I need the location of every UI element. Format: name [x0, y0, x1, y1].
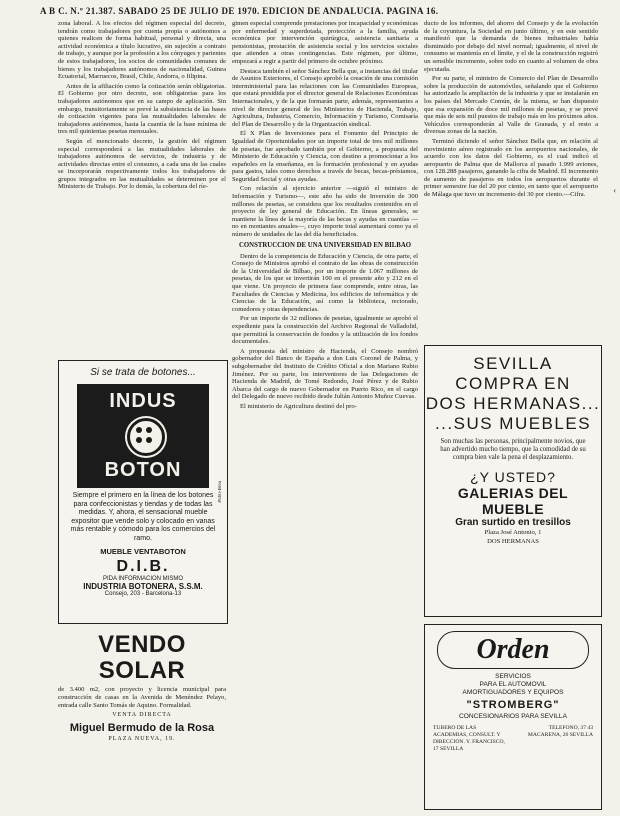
solar-address: PLAZA NUEVA, 19.: [108, 736, 176, 743]
column-1: [58, 20, 226, 352]
solar-body: de 3.400 m2, con proyecto y licencia municipal para construcción de casas en la Avenida de Menéndez Pelayo, entrada calle Santo Tomás de Aquino. Formalidad.: [58, 686, 226, 709]
brand-boton: BOTON: [104, 459, 182, 481]
solar-contact-name: Miguel Bermudo de la Rosa: [69, 722, 215, 735]
ad-headline-line: ...SUS MUEBLES: [434, 414, 592, 433]
ad-company: INDUSTRIA BOTONERA, S.S.M.: [83, 581, 203, 591]
article-paragraph: ducto de los informes, del ahorro del Consejo y de la evolución de la coyuntura, la Sociedad en junio último, y en este sentido manifestó que la demanda de bienes industriales había disminuido por debajo del nivel normal; igualmente, el nivel de consumo se mantenía en el límite, y el de la construcción registró un sensible incremento, sobre todo en cuanto al volumen de obra ejecutada.: [424, 20, 598, 73]
article-paragraph: Destaca también el señor Sánchez Bella que, a instancias del titular de Asuntos Exteriores, el Consejo aprobó la creación de una comisión interministerial para las relaciones con las Comunidades Europeas, que estará presidida por el director general de Relaciones Económicas Internacionales, y de la que formarán parte, además, representantes a nivel de director general de los Ministerios de Hacienda, Trabajo, Agricultura, Industria, Comercio, Información y Turismo, Comisaría del Plan de Desarrollo y de la Organización sindical.: [232, 67, 418, 128]
article-paragraph: Terminó diciendo el señor Sánchez Bella que, en relación al movimiento aéreo registrado en los aeropuertos nacionales, de acuerdo con los datos del Gobierno, es el cual indicó el aeropuerto de Palma que de Mallorca el pasado 1.999 aviones, con 128.288 pasajeros, ganando la cifra de Madrid. El incremento de aumento de pasajeros en todos los aeropuertos durante el primer semestre fue del 20 por ciento, en tanto que el aeropuerto de Málaga que tuvo un incremento del 30 por ciento.—Cifra.: [424, 137, 598, 199]
ad-credit: Publi-Brea: [218, 481, 223, 503]
ad-line: SERVICIOS: [495, 673, 531, 680]
edge-mark: ‹: [613, 186, 616, 195]
column-3: [424, 20, 598, 338]
article-paragraph: zona laboral. A los efectos del régimen especial del decreto, tendrán como trabajadores por cuenta propia o autónomos a quienes realicen de forma habitual, personal y directa, una actividad económica a título lucrativo, sin sujeción a contrato de trabajo, y aunque por la profesión a los cónyuges y parientes de estos trabajadores, los socios de comunidades comunes de bienes y los trabajadores autónomos de nacionalidad, Guinea Ecuatorial, Marruecos, Brasil, Chile, Andorra, o filipina.: [58, 20, 226, 81]
ad-headline-line: COMPRA EN: [455, 374, 571, 393]
ad-line: PARA EL AUTOMOVIL: [479, 681, 547, 688]
footer-right: TELEFONO, 37 43 MACARENA, 26 SEVILLA: [527, 725, 593, 738]
ad-intro: Si se trata de botones...: [90, 367, 196, 378]
article-paragraph: Según el mencionado decreto, la gestión del régimen especial corresponderá a las mutualidades laborales de trabajadores autónomos de servicios, de industria y de actividades directas entre el consumo, a cada una de las cuales se incorporarán respectivamente todos los trabajadores de grupos integrados en las mutualidades se determinen por el Ministerio de Trabajo. Por lo demás, la cobertura del ríe-: [58, 137, 226, 191]
dib-logo: D.I.B.: [116, 557, 170, 575]
ad-line: CONCESIONARIOS PARA SEVILLA: [459, 713, 567, 720]
ad-headline-line: DOS HERMANAS...: [425, 394, 601, 413]
ad-address: Consejo, 203 - Barcelona-13: [104, 590, 182, 597]
orden-logo: Orden: [437, 631, 589, 669]
solar-title: VENDO SOLAR: [98, 632, 186, 684]
footer-left: TUBERO DE LAS ACADEMIAS, CONSULT. Y DIRECCION. Y. FRANCISCO, 17 SEVILLA: [433, 725, 505, 752]
article-paragraph: gimen especial comprende prestaciones por incapacidad y económicas por enfermedad y superdotada, protección a la familia, ayuda económica por intervención quirúrgica, asistencia sanitaria a pensionistas, prestación de asistencia social y los servicios sociales que atienden a otras contingencias. Este régimen, por último, empezará a regir a partir del primero de octubre próximo.: [232, 20, 418, 65]
column-2: [232, 20, 418, 810]
orden-ad: [424, 624, 602, 810]
store-name: GALERIAS DEL MUEBLE: [457, 484, 569, 517]
page-header: A B C. N.º 21.387. SABADO 25 DE JULIO DE 1970. EDICION DE ANDALUCIA. PAGINA 16.: [40, 6, 439, 16]
article-paragraph: A propuesta del ministro de Hacienda, el Consejo nombró gobernador del Banco de España a don Luis Coronel de Palma, y subgobernador del Instituto de Crédito Oficial a don Mariano Rubio Jiménez. Por su parte, los interventores de las Delegaciones de Hacienda de Madrid, de Tomé Redondo, José Pérez y de Rubio Abarca del cargo de nuevo Gobernador en Puerto Rico, en el cargo del Delegado de nuevo recibido desde Julián Antonio Muñoz Cuevas.: [232, 347, 418, 401]
brand-indus: INDUS: [109, 390, 177, 412]
ad-body: Son muchas las personas, principalmente novios, que han advertido mucho tiempo, que la comodidad de su compra bien vale la pena el desplazamiento.: [440, 438, 586, 462]
ad-offer: Gran surtido en tresillos: [455, 516, 571, 528]
article-paragraph: El X Plan de Inversiones para el Fomento del Principio de Igualdad de Oportunidades por un importe total de tres mil millones de pesetas, fue aprobado también por el Gobierno, a propuesta del Ministerio de Educación y Ciencia, con destino a promocionar a los españoles en la enseñanza, en la formación profesional y en ayudas para gastos, tales como derechos a través de becas, becas-préstamos, Seguridad Social y otras ayudas.: [232, 130, 418, 183]
ad-body: Siempre el primero en la línea de los botones para confeccionistas y tiendas y de todas las medidas. Y, ahora, el sensacional mueble expositor que vende solo y colocado en vanas más rentable y cómodo para los comercios del ramo.: [70, 492, 216, 542]
brand-stromberg: "STROMBERG": [466, 699, 560, 711]
indus-boton-ad: [58, 360, 228, 624]
article-paragraph: Por un importe de 32 millones de pesetas, igualmente se aprobó el expediente para la construcción del Archivo Regional de Valladolid, que permitirá la conservación de fondos y la utilización de los fondos documentales.: [232, 315, 418, 346]
article-paragraph: Antes de la afiliación como la cotización serán obligatorias. El Gobierno por otro decreto, son obligatorias para los trabajadores autónomos que en su campo de aplicación. Sin embargo, transitoriamente se prevé la subsistencia de las bases de cotización vigentes para las mutualidades laborales de trabajadores autónomos, hasta la cuantía de la base mínima de tres mil quinientas pesetas mensuales.: [58, 82, 226, 136]
ad-headline-line: SEVILLA: [473, 354, 553, 373]
store-location: DOS HERMANAS: [487, 537, 539, 545]
article-paragraph: El ministerio de Agricultura destinó del pro-: [240, 402, 357, 410]
vendo-solar-ad: [58, 632, 226, 808]
section-title: CONSTRUCCION DE UNA UNIVERSIDAD EN BILBAO: [238, 241, 412, 249]
sevilla-muebles-ad: [424, 345, 602, 617]
ad-small-text: PIDA INFORMACION MISMO: [102, 575, 183, 582]
solar-sub: VENTA DIRECTA: [112, 712, 172, 719]
button-icon: [127, 418, 165, 456]
ad-line: AMORTIGUADORES Y EQUIPOS: [462, 689, 564, 696]
article-paragraph: Dentro de la competencia de Educación y Ciencia, de otra parte, el Consejo de Ministros aprobó el contrato de las obras de construcción de la Universidad de Bilbao, por un importe de 1.067 millones de pesetas, de los que se invertirán 100 en el presente año y 212 en el que viene. Un proyecto de primera fase comprende, entre otras, las Facultades de Ciencias y Medicina, los edificios de informática y de Ciencias de la Educación, así como la biblioteca, rectorado, comedores y otras dependencias.: [232, 252, 418, 313]
ad-footer: [425, 721, 601, 753]
indus-logo-block: [77, 384, 209, 488]
article-paragraph: Por su parte, el ministro de Comercio del Plan de Desarrollo sobre la producción de automóviles, señalando que el Gobierno ha autorizado la ampliación de la industria y que se instalarán en los países del Mercado Común, de la misma, se han dispuesto que esa expansión de doce mil millones de pesetas, y se prevé que más de seis mil puestos de trabajo más en los próximos años. Vehículos corresponderán al Valle de Granada, y el resto a diversas zonas de la nación.: [424, 75, 598, 136]
article-paragraph: Con relación al ejercicio anterior —siguió el ministro de Información y Turismo—, este año ha sido de Inversión de 300 millones de pesetas, se considera que los resultados contenidos en el proyecto de ley general de Educación. En líneas generales, se mantiene la línea de la mayoría de las becas y ayudas en cuantías —no en montantes anuales—, cuyo importe total aumentará como ya el número de unidades de las del día beneficiados.: [232, 185, 418, 239]
ad-question: ¿Y USTED?: [470, 468, 556, 485]
store-address: Plaza José Antonio, 1: [484, 528, 542, 536]
ad-tagline: MUEBLE VENTABOTON: [100, 546, 186, 556]
